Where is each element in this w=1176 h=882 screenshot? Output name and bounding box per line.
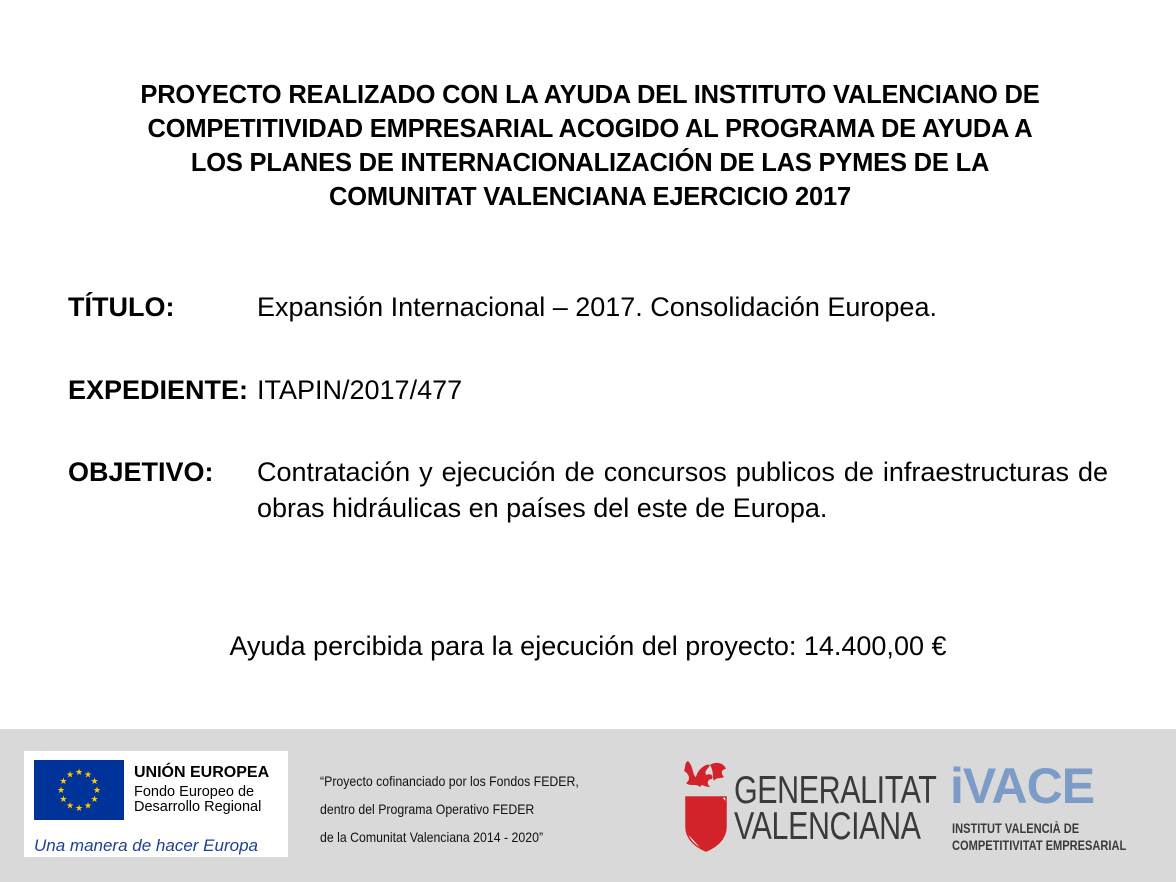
svg-text:★: ★: [83, 801, 93, 812]
svg-text:★: ★: [92, 786, 102, 796]
ivace-logo-text: iVACE: [950, 759, 1095, 809]
feder-statement: [320, 767, 620, 851]
field-titulo: [68, 289, 1108, 329]
eu-title: UNIÓN EUROPEA: [134, 764, 270, 781]
eu-logo-block: [24, 751, 288, 857]
field-value: Expansión Internacional – 2017. Consolidación Europea.: [257, 292, 937, 322]
eu-flag-stars: [34, 760, 124, 820]
field-label: EXPEDIENTE:: [68, 375, 249, 405]
field-label: OBJETIVO:: [68, 457, 214, 487]
ivace-logo: [950, 759, 1135, 809]
field-value: Contratación y ejecución de concursos publicos de infraestructuras de obras hidráulicas en países del este de Europa.: [257, 457, 1108, 523]
generalitat-line: VALENCIANA: [734, 805, 921, 848]
eu-subtitle: Fondo Europeo de: [134, 784, 255, 800]
generalitat-emblem-icon: [680, 757, 732, 853]
field-label: TÍTULO:: [68, 292, 175, 322]
eu-motto: Una manera de hacer Europa: [34, 836, 258, 855]
field-expediente: [68, 372, 1108, 412]
header-line: LOS PLANES DE INTERNACIONALIZACIÓN DE LAS PYMES DE LA: [190, 149, 990, 177]
eu-flag-icon: [34, 760, 124, 820]
ivace-subtitle: [952, 820, 1165, 854]
field-objetivo: [68, 454, 1108, 574]
feder-line: “Proyecto cofinanciado por los Fondos FEDER,: [320, 773, 579, 789]
feder-line: de la Comunitat Valenciana 2014 - 2020”: [320, 829, 544, 845]
header-line: COMPETITIVIDAD EMPRESARIAL ACOGIDO AL PROGRAMA DE AYUDA A: [147, 115, 1033, 143]
feder-line: dentro del Programa Operativo FEDER: [320, 801, 535, 817]
svg-text:★: ★: [74, 804, 84, 814]
ivace-line: INSTITUT VALENCIÀ DE: [952, 821, 1080, 836]
project-header: [80, 78, 1100, 214]
svg-text:★: ★: [90, 795, 99, 805]
svg-text:★: ★: [90, 777, 99, 787]
aid-amount: Ayuda percibida para la ejecución del proyecto: 14.400,00 €: [229, 631, 947, 661]
svg-text:★: ★: [56, 786, 66, 796]
field-value: ITAPIN/2017/477: [257, 375, 463, 405]
eu-subtitle: Desarrollo Regional: [134, 799, 262, 815]
svg-text:★: ★: [59, 795, 68, 805]
header-line: PROYECTO REALIZADO CON LA AYUDA DEL INSTITUTO VALENCIANO DE: [140, 81, 1040, 109]
svg-text:★: ★: [65, 770, 75, 781]
footer: [0, 729, 1176, 882]
svg-text:★: ★: [74, 768, 84, 778]
header-line: COMUNITAT VALENCIANA EJERCICIO 2017: [329, 183, 851, 211]
svg-text:★: ★: [59, 777, 68, 787]
svg-text:★: ★: [65, 801, 75, 812]
svg-text:★: ★: [83, 770, 93, 781]
generalitat-line: GENERALITAT: [734, 769, 937, 812]
ivace-line: COMPETITIVITAT EMPRESARIAL: [952, 838, 1127, 853]
